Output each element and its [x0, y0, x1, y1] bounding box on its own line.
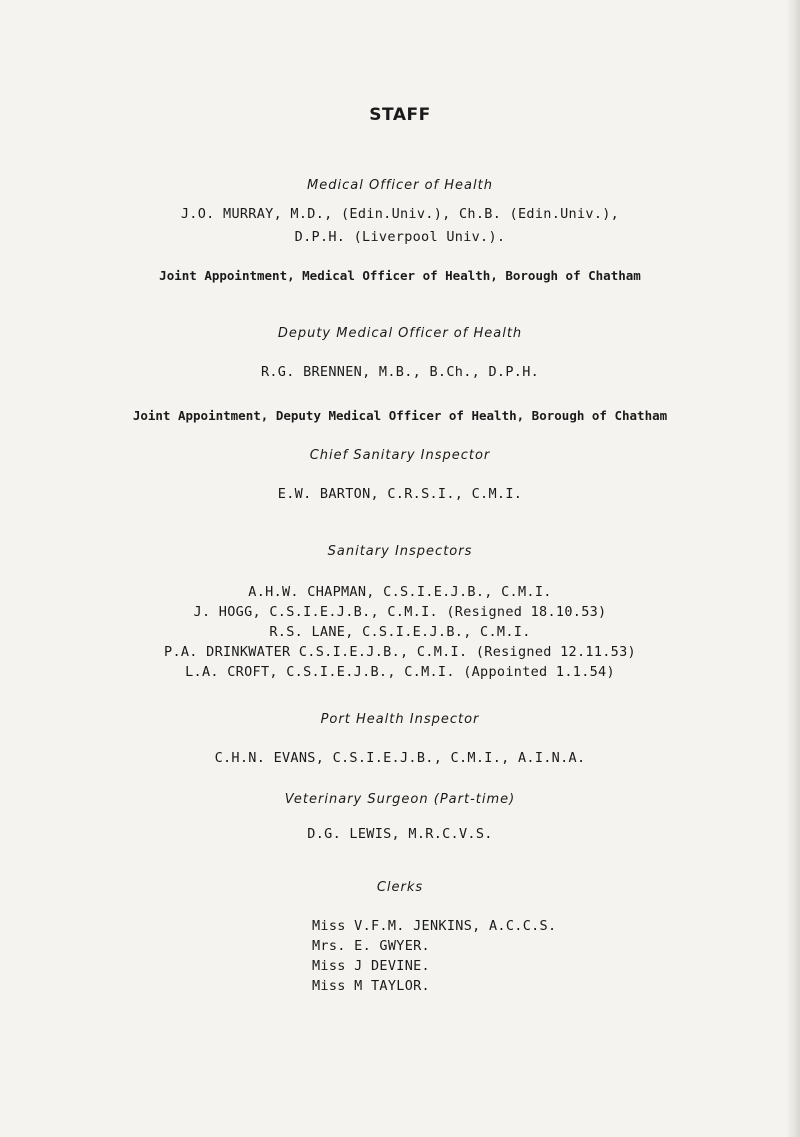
heading-clerks: Clerks — [376, 880, 424, 895]
moh-line-1: J.O. MURRAY, M.D., (Edin.Univ.), Ch.B. (Edin.Univ.), — [180, 206, 620, 222]
clerk-line-2: Mrs. E. GWYER. — [312, 938, 430, 954]
clerk-line-1: Miss V.F.M. JENKINS, A.C.C.S. — [312, 918, 557, 934]
moh-line-2: D.P.H. (Liverpool Univ.). — [294, 229, 506, 245]
heading-chief-inspector: Chief Sanitary Inspector — [309, 448, 491, 463]
heading-moh: Medical Officer of Health — [307, 178, 493, 193]
deputy-line: R.G. BRENNEN, M.B., B.Ch., D.P.H. — [260, 364, 540, 380]
inspector-line-3: R.S. LANE, C.S.I.E.J.B., C.M.I. — [269, 624, 531, 640]
clerk-line-3: Miss J DEVINE. — [312, 958, 430, 974]
inspector-line-2: J. HOGG, C.S.I.E.J.B., C.M.I. (Resigned 18.10.53) — [193, 604, 607, 620]
deputy-note: Joint Appointment, Deputy Medical Officer of Health, Borough of Chatham — [132, 408, 668, 423]
page-edge — [786, 0, 800, 1137]
clerk-line-4: Miss M TAYLOR. — [312, 978, 430, 994]
inspector-line-5: L.A. CROFT, C.S.I.E.J.B., C.M.I. (Appointed 1.1.54) — [185, 664, 615, 680]
veterinary-line: D.G. LEWIS, M.R.C.V.S. — [307, 826, 493, 842]
heading-sanitary-inspectors: Sanitary Inspectors — [327, 544, 473, 559]
heading-veterinary: Veterinary Surgeon (Part-time) — [284, 792, 516, 807]
page-title: STAFF — [369, 105, 431, 125]
chief-inspector-line: E.W. BARTON, C.R.S.I., C.M.I. — [277, 486, 523, 502]
inspector-line-1: A.H.W. CHAPMAN, C.S.I.E.J.B., C.M.I. — [248, 584, 552, 600]
port-health-line: C.H.N. EVANS, C.S.I.E.J.B., C.M.I., A.I.N.A. — [214, 750, 586, 766]
heading-deputy: Deputy Medical Officer of Health — [277, 326, 523, 341]
heading-port-health: Port Health Inspector — [320, 712, 480, 727]
inspector-line-4: P.A. DRINKWATER C.S.I.E.J.B., C.M.I. (Resigned 12.11.53) — [164, 644, 636, 660]
moh-note: Joint Appointment, Medical Officer of Health, Borough of Chatham — [159, 268, 641, 283]
